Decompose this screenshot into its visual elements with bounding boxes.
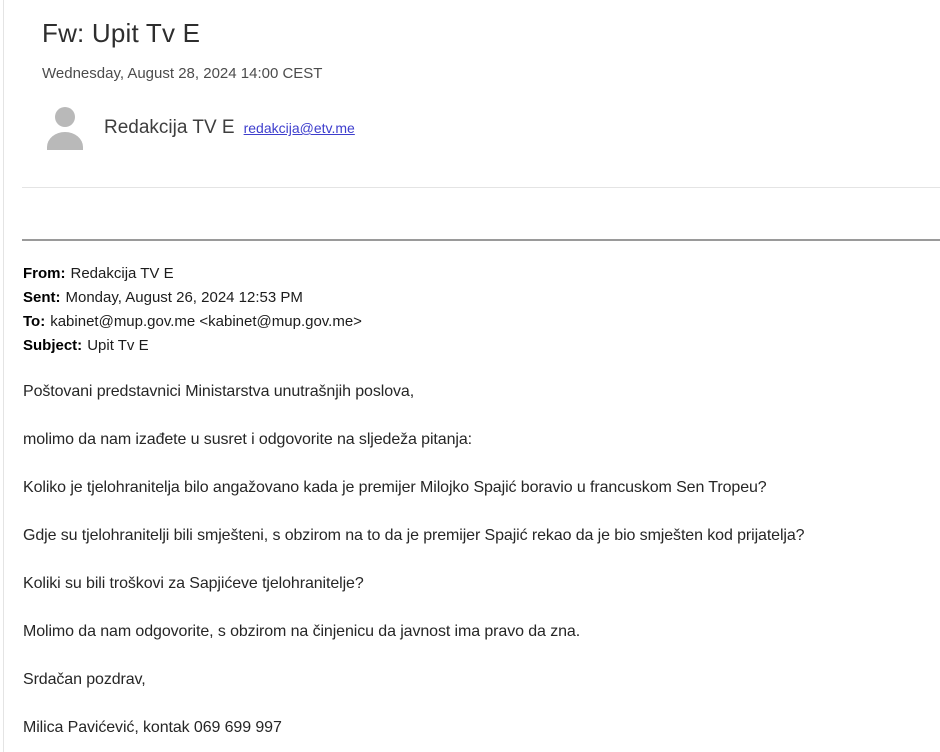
forwarded-header-from (23, 262, 940, 286)
subject-value: Upit Tv E (87, 337, 149, 354)
email-header (0, 0, 940, 150)
body-paragraph: Koliko je tjelohranitelja bilo angažovano kada je premijer Milojko Spajić boravio u francuskom Sen Tropeu? (23, 479, 767, 496)
body-paragraph: Srdačan pozdrav, (23, 671, 146, 688)
sender-email-link[interactable]: redakcija@etv.me (243, 120, 355, 136)
to-value: kabinet@mup.gov.me <kabinet@mup.gov.me> (50, 313, 362, 330)
sent-value: Monday, August 26, 2024 12:53 PM (65, 289, 303, 306)
email-subject: Fw: Upit Tv E (42, 18, 201, 48)
forwarded-header-sent (23, 286, 940, 310)
to-label: To: (23, 313, 46, 330)
body-paragraph: Gdje su tjelohranitelji bili smješteni, s obzirom na to da je premijer Spajić rekao da je bio smješten kod prijatelja? (23, 527, 805, 544)
email-body (23, 382, 940, 738)
sender-name: Redakcija TV E (104, 117, 235, 138)
header-divider (22, 187, 940, 188)
subject-label: Subject: (23, 337, 83, 354)
forwarded-header-to (23, 310, 940, 334)
pane-left-border (3, 0, 4, 752)
from-value: Redakcija TV E (70, 265, 174, 282)
sender-row (42, 106, 940, 150)
body-paragraph: molimo da nam izađete u susret i odgovorite na sljedeža pitanja: (23, 431, 472, 448)
sent-label: Sent: (23, 289, 61, 306)
avatar-person-icon (42, 106, 88, 150)
body-paragraph: Milica Pavićević, kontak 069 699 997 (23, 719, 282, 736)
from-label: From: (23, 265, 66, 282)
forwarded-header-subject (23, 334, 940, 358)
body-paragraph: Poštovani predstavnici Ministarstva unutrašnjih poslova, (23, 383, 415, 400)
body-paragraph: Molimo da nam odgovorite, s obzirom na činjenicu da javnost ima pravo da zna. (23, 623, 581, 640)
body-paragraph: Koliki su bili troškovi za Sapjićeve tjelohranitelje? (23, 575, 364, 592)
email-date: Wednesday, August 28, 2024 14:00 CEST (42, 65, 323, 82)
forwarded-headers (23, 262, 940, 358)
message-divider (22, 239, 940, 241)
